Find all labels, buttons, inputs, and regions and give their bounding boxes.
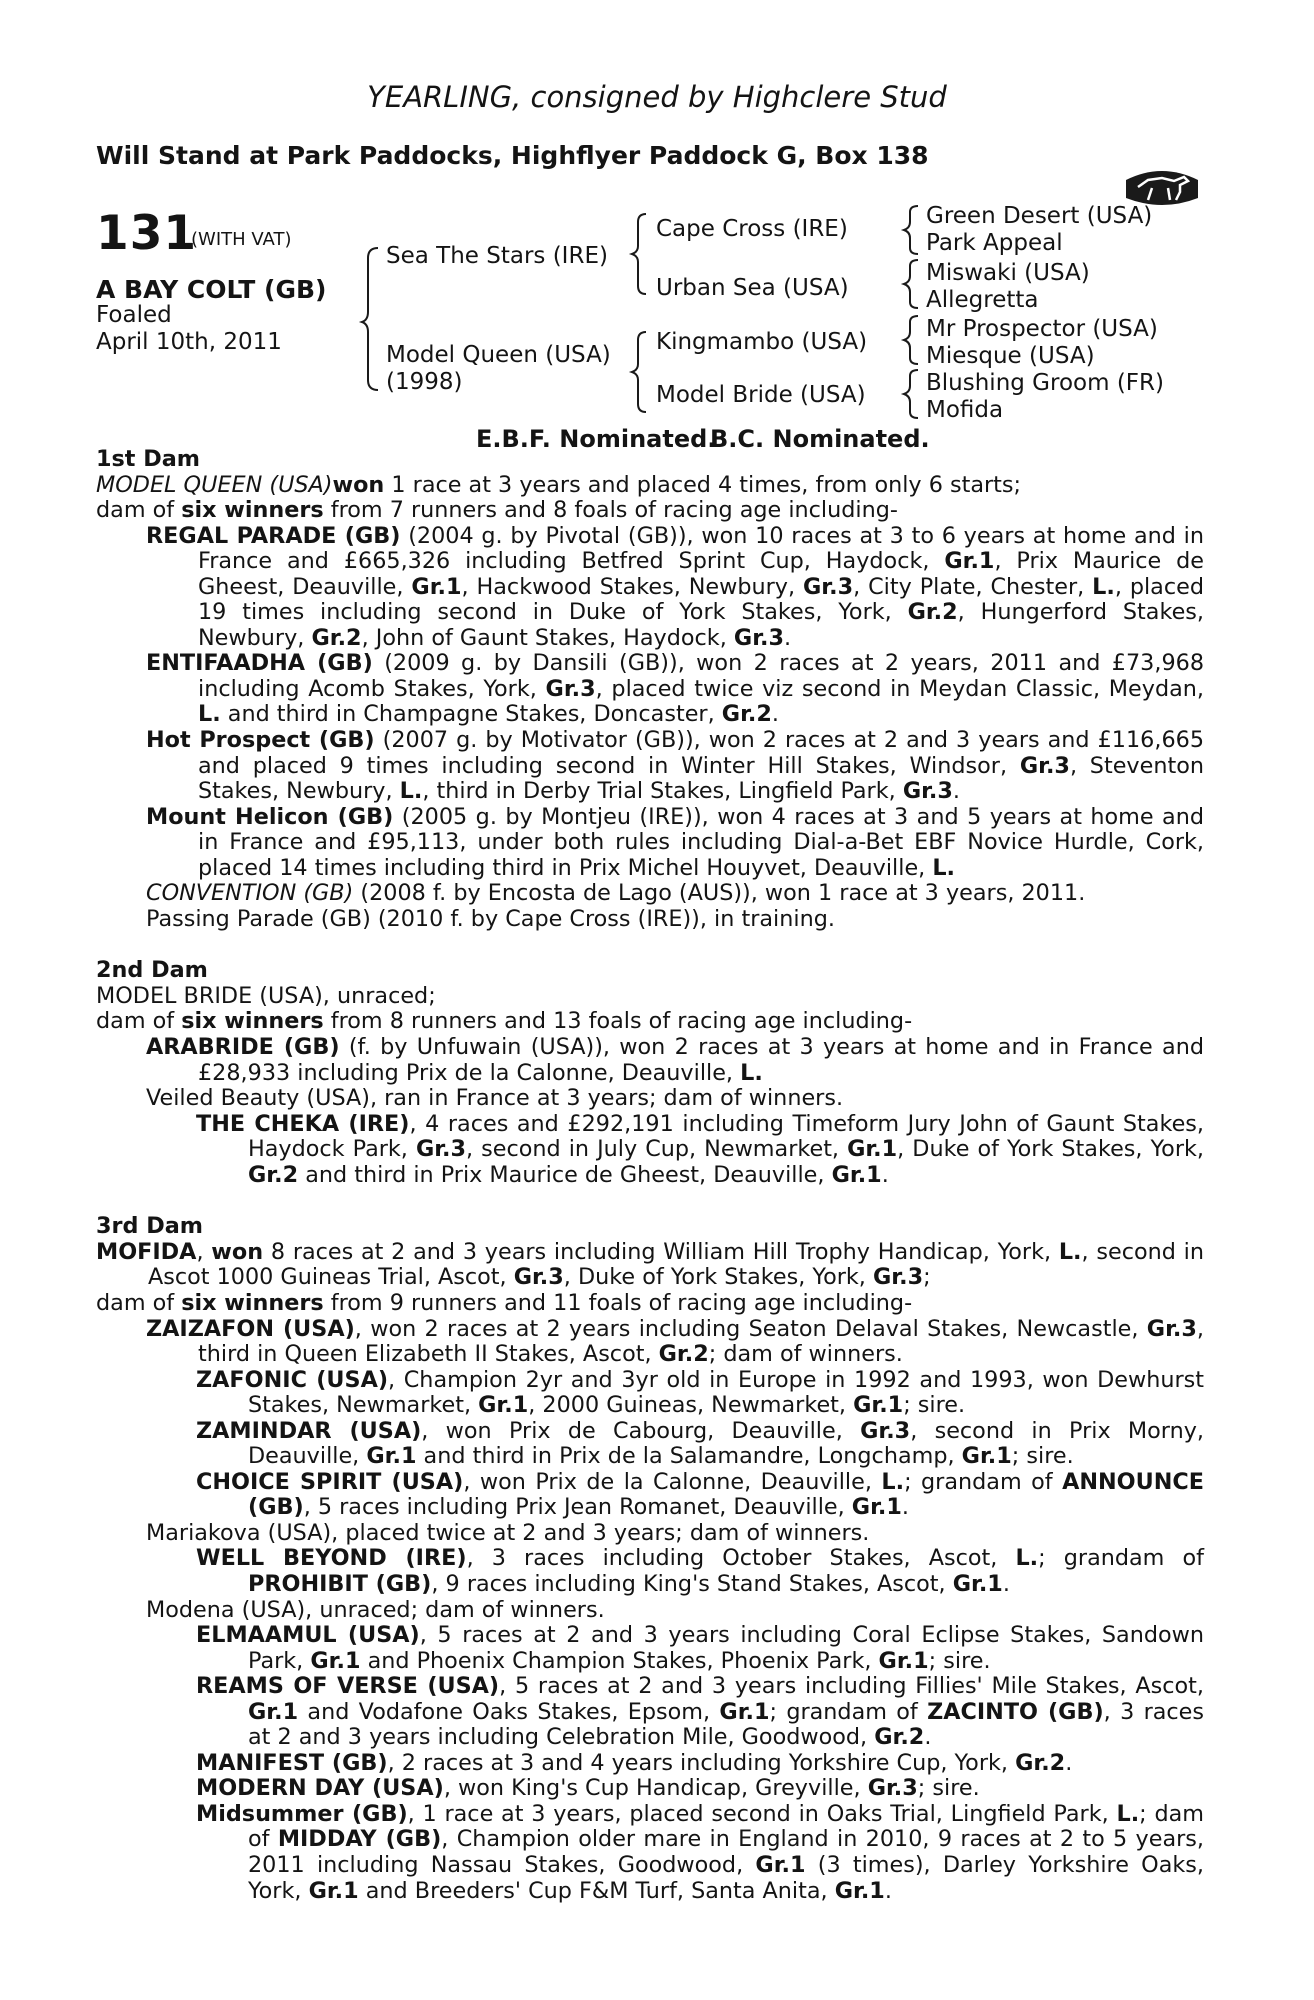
gg8: Mofida (926, 397, 1004, 423)
lot-number: 131 (96, 206, 198, 261)
produce-passing-parade: Passing Parade (GB) (2010 f. by Cape Cross (IRE)), in training. (146, 905, 835, 932)
dam: Model Queen (USA) (386, 342, 611, 368)
gg1: Green Desert (USA) (926, 203, 1153, 229)
second-dam-heading: 2nd Dam (96, 957, 208, 984)
produce-arabride: ARABRIDE (GB) (f. by Unfuwain (USA)), won 2 races at 3 years at home and in France and £28,933 including Prix de la Calonne, Deauville, L. (146, 1034, 1205, 1086)
gg2: Park Appeal (926, 230, 1063, 256)
gg4: Allegretta (926, 287, 1039, 313)
second-dam-intro: MODEL BRIDE (USA), unraced; (96, 982, 436, 1009)
third-dam-produce-summary: dam of six winners from 9 runners and 11 foals of racing age including- (96, 1289, 913, 1316)
dam-sire: Kingmambo (USA) (656, 329, 868, 355)
produce-mount-helicon: Mount Helicon (GB) (2005 g. by Montjeu (IRE)), won 4 races at 3 and 5 years at home and in France and £95,113, under both rules including Dial-a-Bet EBF Novice Hurdle, Cork, placed 14 times including third in Prix Michel Houyvet, Deauville, L. (146, 803, 1205, 881)
page-title: YEARLING, consigned by Highclere Stud (367, 80, 947, 114)
brace-g34 (904, 260, 918, 308)
third-dam-intro: MOFIDA, won 8 races at 2 and 3 years including William Hill Trophy Handicap, York, L., second in Ascot 1000 Guineas Trial, Ascot, Gr.3, Duke of York Stakes, York, Gr.3; (96, 1238, 1205, 1291)
produce-entifaadha: ENTIFAADHA (GB) (2009 g. by Dansili (GB)), won 2 races at 2 years, 2011 and £73,968 including Acomb Stakes, York, Gr.3, placed twice viz second in Meydan Classic, Meydan, L. and third in Champagne Stakes, Doncaster, Gr.2. (146, 650, 1205, 728)
produce-modern-day: MODERN DAY (USA), won King's Cup Handicap, Greyville, Gr.3; sire. (196, 1775, 980, 1802)
produce-zaizafon: ZAIZAFON (USA), won 2 races at 2 years including Seaton Delaval Stakes, Newcastle, Gr.3, third in Queen Elizabeth II Stakes, Ascot, Gr.2; dam of winners. (146, 1315, 1204, 1368)
produce-mariakova: Mariakova (USA), placed twice at 2 and 3 years; dam of winners. (146, 1519, 870, 1546)
produce-zamindar: ZAMINDAR (USA), won Prix de Cabourg, Deauville, Gr.3, second in Prix Morny, Deauville, Gr.1 and third in Prix de la Salamandre, Longchamp, Gr.1; sire. (196, 1417, 1205, 1470)
produce-elmaamul: ELMAAMUL (USA), 5 races at 2 and 3 years including Coral Eclipse Stakes, Sandown Park, Gr.1 and Phoenix Champion Stakes, Phoenix Park, Gr.1; sire. (196, 1622, 1204, 1674)
dam-dam: Model Bride (USA) (656, 382, 866, 408)
bc-nominated: B.C. Nominated. (710, 425, 930, 453)
ebf-nominated: E.B.F. Nominated. (476, 425, 717, 453)
stand-location: Will Stand at Park Paddocks, Highflyer Paddock G, Box 138 (96, 141, 929, 170)
brace-g56 (904, 316, 918, 364)
third-dam-heading: 3rd Dam (96, 1213, 204, 1240)
catalogue-body (96, 447, 1204, 1904)
brace-main (362, 248, 378, 390)
dam-year: (1998) (386, 369, 463, 395)
produce-hot-prospect: Hot Prospect (GB) (2007 g. by Motivator (GB)), won 2 races at 2 and 3 years and £116,665 and placed 9 times including second in Winter Hill Stakes, Windsor, Gr.3, Steventon Stakes, Newbury, L., third in Derby Trial Stakes, Lingfield Park, Gr.3. (146, 727, 1205, 805)
brace-g12 (904, 206, 918, 254)
produce-reams-of-verse: REAMS OF VERSE (USA), 5 races at 2 and 3 years including Fillies' Mile Stakes, Ascot, Gr.1 and Vodafone Oaks Stakes, Epsom, Gr.1; grandam of ZACINTO (GB), 3 races at 2 and 3 years including Celebration Mile, Goodwood, Gr.2. (196, 1673, 1204, 1751)
brace-sire (632, 214, 646, 294)
produce-well-beyond: WELL BEYOND (IRE), 3 races including October Stakes, Ascot, L.; grandam of PROHIBIT (GB), 9 races including King's Stand Stakes, Ascot, Gr.1. (196, 1545, 1204, 1597)
sire-sire: Cape Cross (IRE) (656, 216, 848, 242)
lot-description: A BAY COLT (GB) (96, 275, 327, 304)
produce-modena: Modena (USA), unraced; dam of winners. (146, 1596, 605, 1623)
produce-midsummer: Midsummer (GB), 1 race at 3 years, placed second in Oaks Trial, Lingfield Park, L.; dam of MIDDAY (GB), Champion older mare in England in 2010, 9 races at 2 to 5 years, 2011 including Nassau Stakes, Goodwood, Gr.1 (3 times), Darley Yorkshire Oaks, York, Gr.1 and Breeders' Cup F&M Turf, Santa Anita, Gr.1. (196, 1800, 1204, 1904)
first-dam-intro: MODEL QUEEN (USA)won 1 race at 3 years and placed 4 times, from only 6 starts; (96, 471, 1022, 498)
first-dam-produce-summary: dam of six winners from 7 runners and 8 foals of racing age including- (96, 497, 898, 524)
produce-choice-spirit: CHOICE SPIRIT (USA), won Prix de la Calonne, Deauville, L.; grandam of ANNOUNCE (GB), 5 races including Prix Jean Romanet, Deauville, Gr.1. (196, 1468, 1204, 1521)
brace-g78 (904, 370, 918, 418)
sire-dam: Urban Sea (USA) (656, 275, 849, 301)
produce-regal-parade: REGAL PARADE (GB) (2004 g. by Pivotal (GB)), won 10 races at 3 to 6 years at home and in France and £665,326 including Betfred Sprint Cup, Haydock, Gr.1, Prix Maurice de Gheest, Deauville, Gr.1, Hackwood Stakes, Newbury, Gr.3, City Plate, Chester, L., placed 19 times including second in Duke of York Stakes, York, Gr.2, Hungerford Stakes, Newbury, Gr.2, John of Gaunt Stakes, Haydock, Gr.3. (146, 522, 1204, 651)
produce-manifest: MANIFEST (GB), 2 races at 3 and 4 years including Yorkshire Cup, York, Gr.2. (196, 1749, 1073, 1776)
badge-shape (1126, 171, 1198, 205)
produce-veiled-beauty: Veiled Beauty (USA), ran in France at 3 years; dam of winners. (146, 1085, 844, 1112)
produce-the-cheka: THE CHEKA (IRE), 4 races and £292,191 including Timeform Jury John of Gaunt Stakes, Haydock Park, Gr.3, second in July Cup, Newmarket, Gr.1, Duke of York Stakes, York, Gr.2 and third in Prix Maurice de Gheest, Deauville, Gr.1. (196, 1110, 1204, 1188)
sire: Sea The Stars (IRE) (386, 243, 608, 269)
brace-dam (632, 332, 646, 412)
vat-label: (WITH VAT) (191, 229, 292, 250)
gg3: Miswaki (USA) (926, 260, 1090, 286)
foaled-label: Foaled (96, 302, 172, 328)
produce-convention: CONVENTION (GB) (2008 f. by Encosta de Lago (AUS)), won 1 race at 3 years, 2011. (146, 880, 1086, 907)
gg7: Blushing Groom (FR) (926, 370, 1164, 396)
second-dam-produce-summary: dam of six winners from 8 runners and 13 foals of racing age including- (96, 1008, 913, 1035)
gg5: Mr Prospector (USA) (926, 316, 1158, 342)
gg6: Miesque (USA) (926, 343, 1095, 369)
first-dam-heading: 1st Dam (96, 446, 200, 472)
produce-zafonic: ZAFONIC (USA), Champion 2yr and 3yr old in Europe in 1992 and 1993, won Dewhurst Stakes, Newmarket, Gr.1, 2000 Guineas, Newmarket, Gr.1; sire. (196, 1366, 1204, 1419)
foaled-date: April 10th, 2011 (96, 329, 282, 355)
